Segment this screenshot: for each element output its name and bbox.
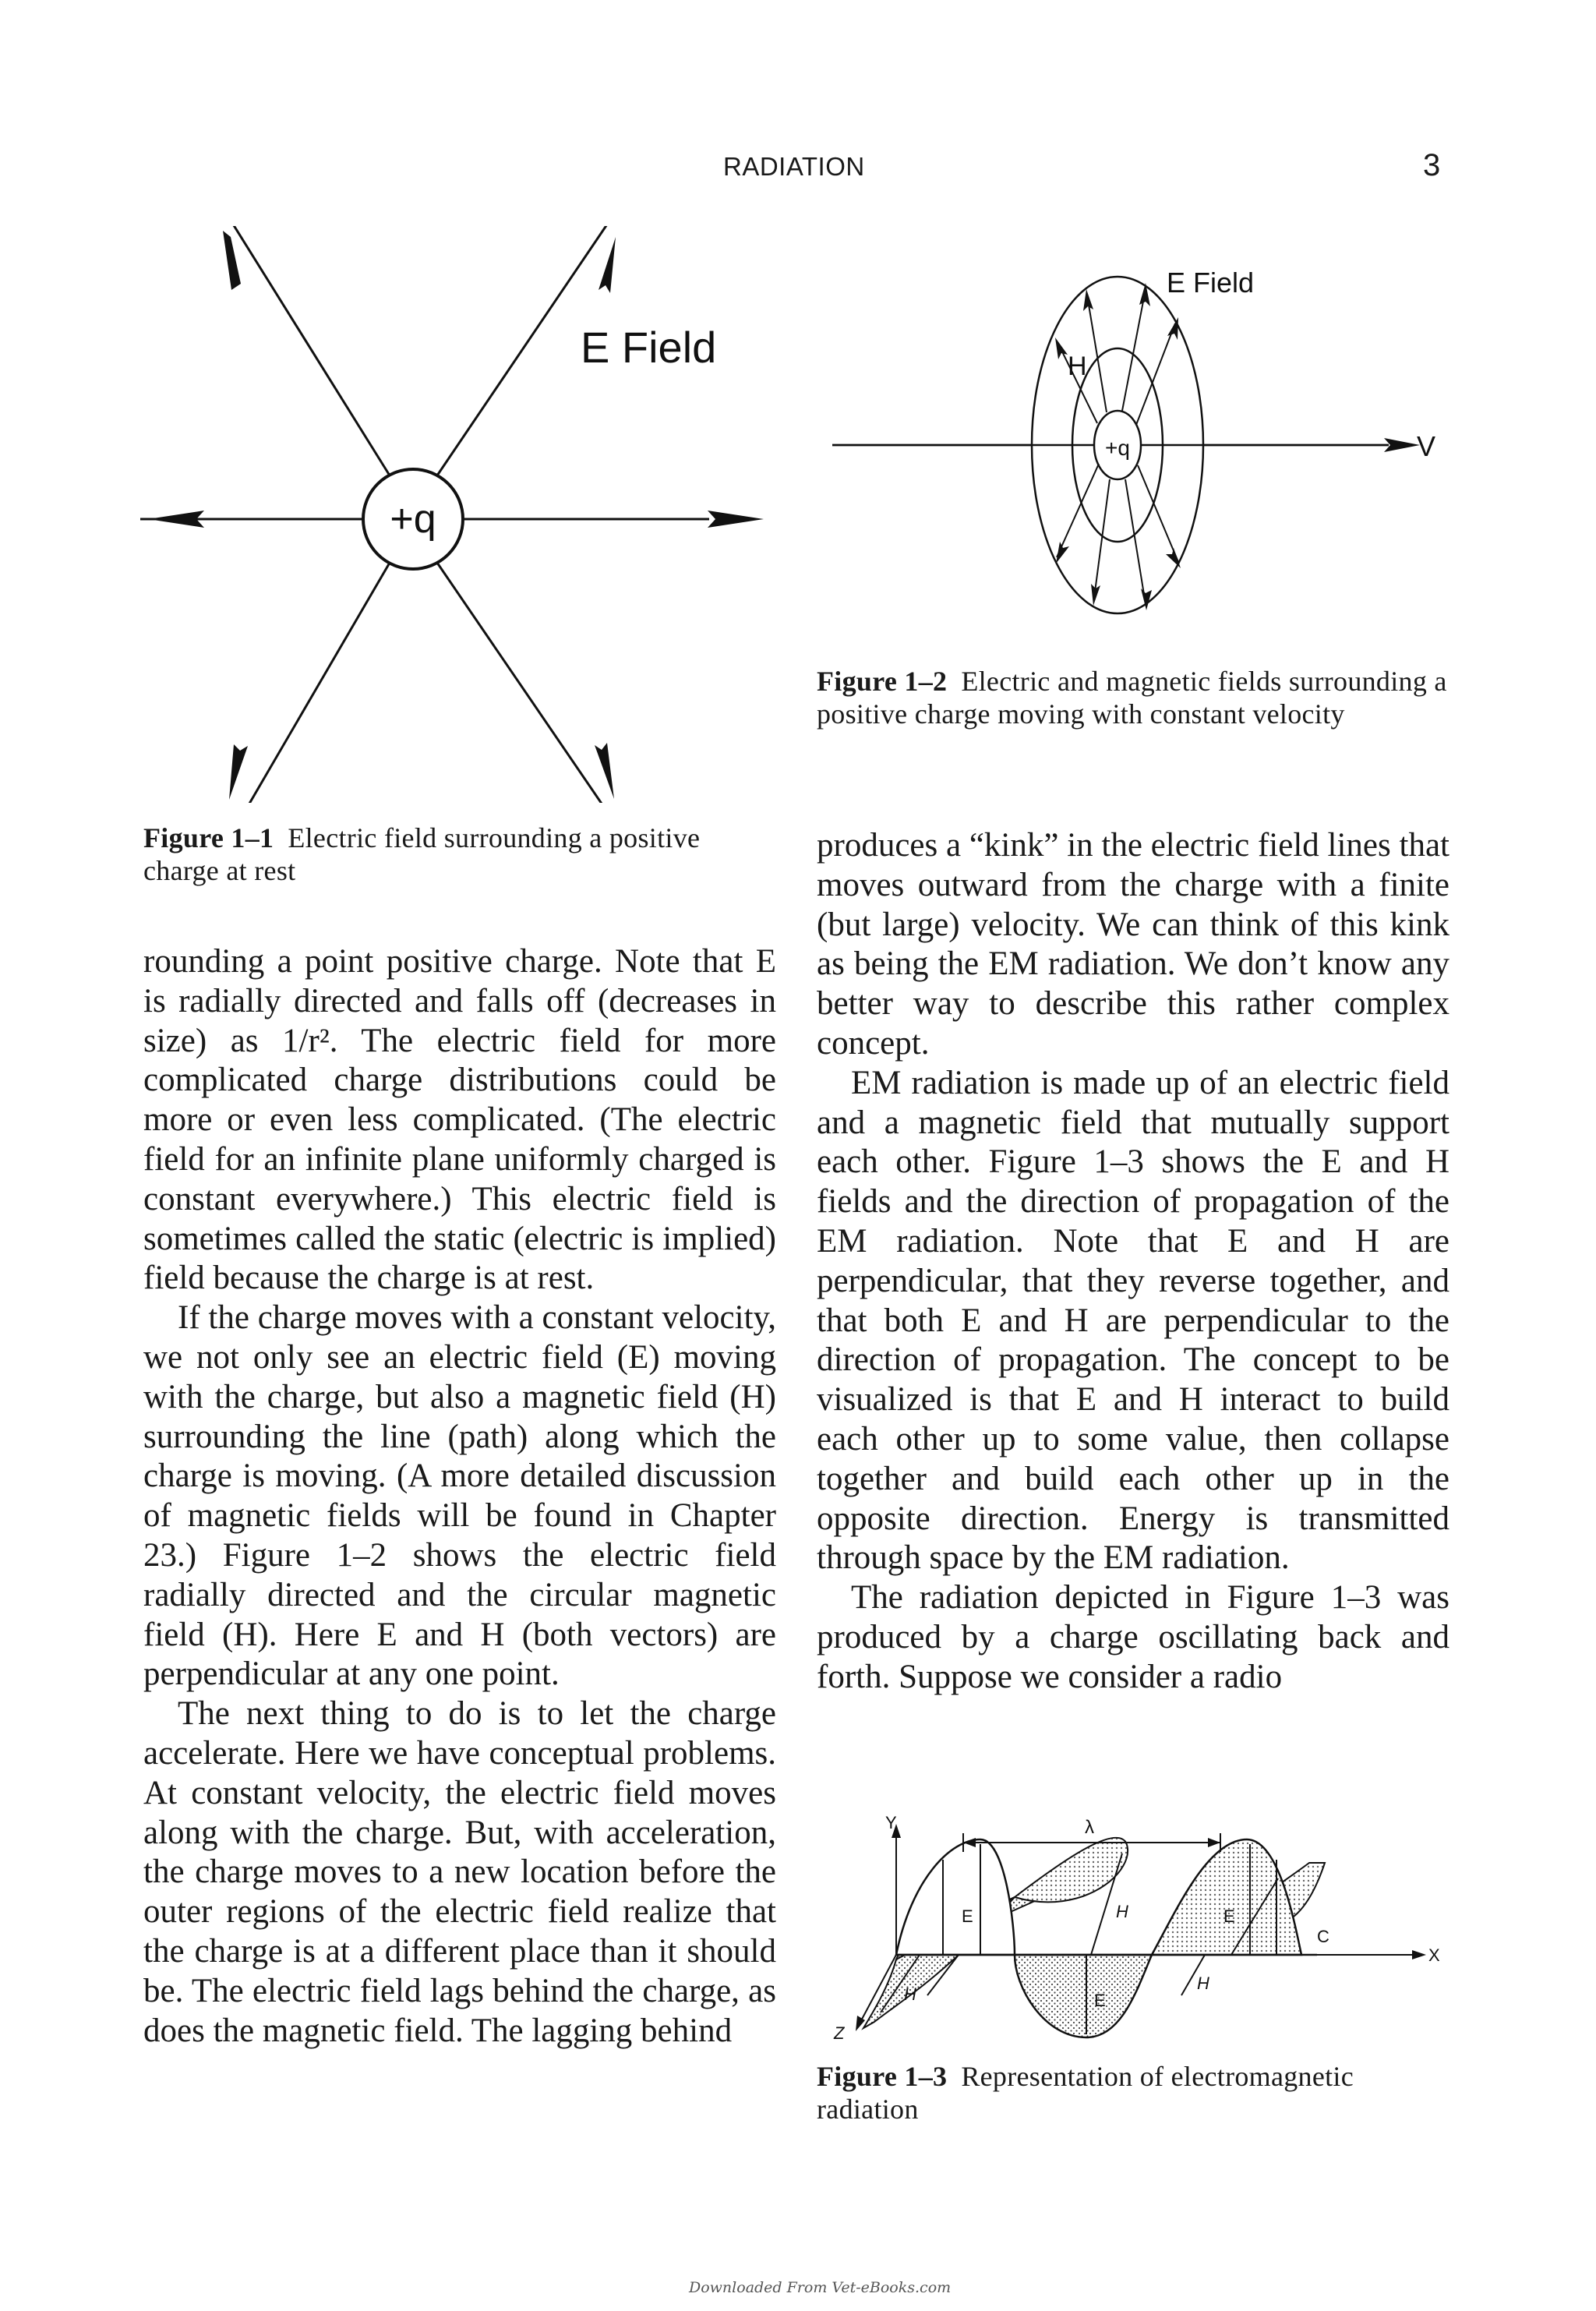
e-field-label: E Field (1167, 267, 1255, 299)
left-paragraph-2: If the charge moves with a constant velocity, we not only see an electric field (E) moving with the charge, but also a magnetic field (H) surrounding the line (path) along which the charge is moving. (A more detailed discussion of magnetic fields will be found in Chapter 23.) Figure 1–2 shows the electric field radially directed and the circular magnetic field (H). Here E and H (both vectors) are perpendicular at any one point. (143, 1299, 776, 1693)
left-paragraph-1: rounding a point positive charge. Note that E is radially directed and falls off (decreases in size) as 1/r². The electric field for more complicated charge distributions could be more or even less complicated. (The electric field for an infinite plane uniformly charged is constant everywhere.) This electric field is sometimes called the static (electric is implied) field because the charge is at rest. (143, 943, 776, 1297)
field-line-lower-left (238, 563, 390, 803)
field-line-lower-right (437, 563, 612, 803)
caption-text: Electric field surrounding a positive charge at rest (143, 822, 701, 886)
arrowhead-left (148, 511, 204, 528)
velocity-label: V (1417, 430, 1436, 462)
arrowhead-lower-left (229, 744, 248, 800)
field-line-upper-left (232, 226, 390, 475)
charge-label: +q (390, 496, 436, 542)
caption-id: Figure 1–1 (143, 822, 274, 853)
arrowhead-upper-left (223, 231, 241, 290)
e-label-3: E (1223, 1906, 1235, 1926)
charge-label: +q (1105, 436, 1130, 460)
page-number: 3 (1423, 148, 1441, 182)
z-axis-label: Z (834, 2023, 845, 2042)
right-paragraph-1: produces a “kink” in the electric field lines that moves outward from the charge with a finite (but large) velocity. We can think of this kink as being the EM radiation. We don’t know any better way to describe this rather complex concept. (817, 827, 1449, 1062)
caption-id: Figure 1–3 (817, 2061, 948, 2092)
h-label: H (1068, 352, 1087, 381)
figure-1-2-caption (817, 665, 1448, 730)
e-label-1: E (962, 1906, 973, 1926)
figure-1-1-caption (143, 822, 782, 887)
h-label-1: H (904, 1984, 916, 2004)
e-field-label: E Field (581, 323, 717, 372)
velocity-arrowhead (1384, 438, 1420, 452)
running-title: RADIATION (723, 152, 865, 181)
caption-id: Figure 1–2 (817, 666, 948, 697)
figure-1-1-diagram (140, 226, 810, 803)
arrowhead-lower-right (595, 743, 614, 799)
arrowhead-upper-right (598, 237, 616, 293)
right-paragraph-2: EM radiation is made up of an electric field and a magnetic field that mutually support each other. Figure 1–3 shows the E and H fields and the direction of propagation of the EM radiation. Note that E and H are perpendicular, that they reverse together, and that both E and H are perpendicular to the direction of propagation. The concept to be visualized is that E and H interact to build each other up to some value, then collapse together and build each other up in the opposite direction. Energy is transmitted through space by the EM radiation. (817, 1064, 1449, 1577)
right-text-column (817, 826, 1449, 1698)
left-paragraph-3: The next thing to do is to let the charge accelerate. Here we have conceptual problems. At constant velocity, the electric field moves along with the charge. But, with acceleration, the charge moves to a new location before the outer regions of the electric field realize that the charge is at a different place than it should be. The electric field lags behind the charge, as does the magnetic field. The lagging behind (143, 1695, 776, 2049)
figure-1-3-caption (817, 2060, 1448, 2125)
caption-text: Electric and magnetic fields surrounding a positive charge moving with constant velocity (817, 666, 1447, 730)
x-axis-label: X (1428, 1945, 1440, 1965)
caption-text: Representation of electromagnetic radiation (817, 2061, 1354, 2125)
left-text-column (143, 942, 776, 2051)
h-label-3: H (1197, 1974, 1209, 1993)
footer-watermark: Downloaded From Vet-eBooks.com (689, 2279, 952, 2296)
arrowhead-right (708, 511, 764, 528)
figure-1-2-diagram (826, 246, 1449, 651)
y-axis-label: Y (885, 1813, 897, 1832)
figure-1-3-diagram (810, 1808, 1449, 2042)
right-paragraph-3: The radiation depicted in Figure 1–3 was produced by a charge oscillating back and forth. Suppose we consider a radio (817, 1579, 1449, 1695)
e-label-2: E (1094, 1991, 1106, 2010)
h-label-2: H (1116, 1902, 1128, 1921)
wavelength-label: λ (1085, 1817, 1094, 1838)
propagation-label: C (1317, 1927, 1329, 1946)
